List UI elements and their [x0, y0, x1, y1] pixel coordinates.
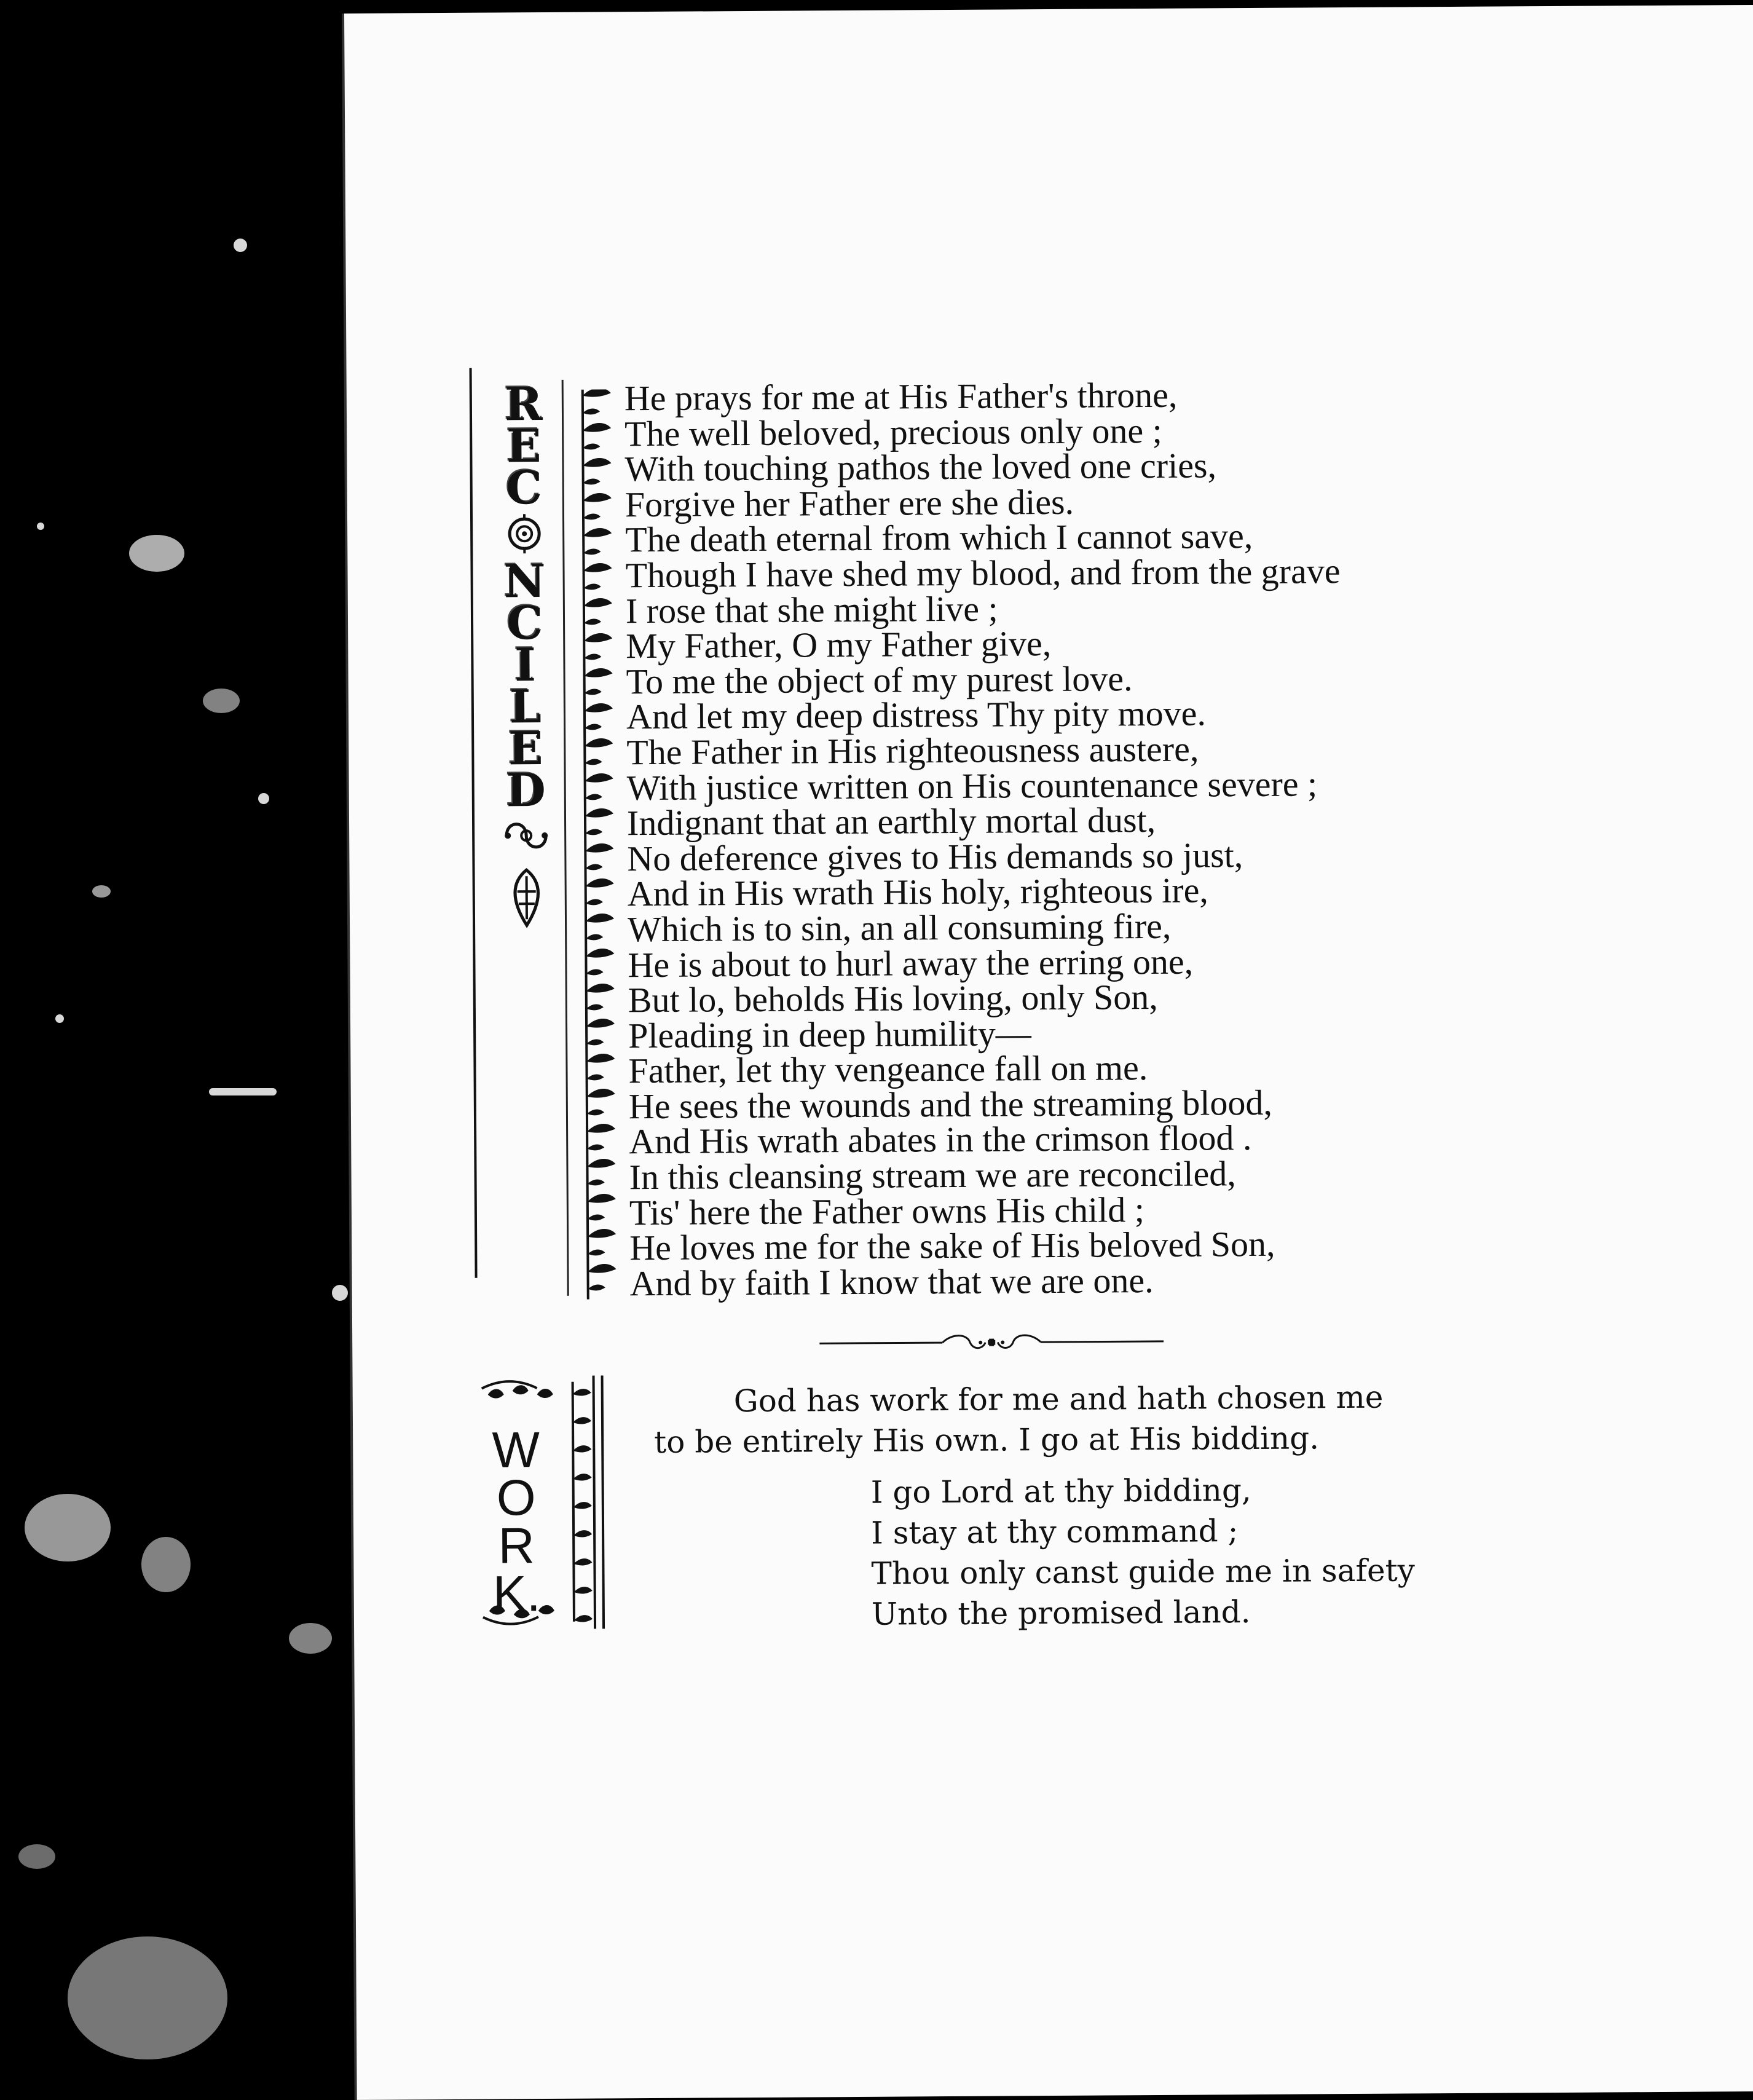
poem-line: Though I have shed my blood, and from the grave [625, 551, 1341, 596]
vine-leaf-icon [584, 618, 601, 625]
scroll-ornament-icon [502, 814, 551, 859]
work-paragraph-line: God has work for me and hath chosen me [733, 1379, 1384, 1419]
poem-line: And in His wrath His holy, righteous ire, [627, 870, 1209, 914]
inner-rule [562, 380, 569, 1296]
vine-leaf-icon [587, 1089, 615, 1098]
poem-line: He loves me for the sake of His beloved Son, [629, 1224, 1275, 1268]
poem-line: He prays for me at His Father's throne, [624, 374, 1178, 419]
poem-line: With justice written on His countenance severe ; [626, 763, 1318, 808]
work-verse [871, 1468, 1548, 1635]
poem-line: Father, let thy vengeance fall on me. [628, 1048, 1148, 1091]
vine-leaf-icon [585, 864, 602, 870]
vine-leaf-icon [585, 773, 613, 783]
leaf-icon [574, 1615, 593, 1622]
vine-border-ornament-icon [575, 389, 626, 1299]
vine-leaf-icon [586, 1039, 604, 1045]
poem-line: Pleading in deep humility— [628, 1012, 1032, 1056]
rosette-ornament-icon [506, 511, 543, 558]
flourish-divider-icon [819, 1329, 1164, 1356]
poem-line: With touching pathos the loved one cries, [624, 445, 1217, 489]
vine-leaf-icon [584, 653, 601, 660]
leaf-icon [573, 1502, 592, 1509]
vine-leaf-icon [586, 1019, 615, 1028]
vine-leaf-icon [583, 493, 612, 502]
vine-leaf-icon [583, 548, 601, 555]
vine-leaf-icon [585, 794, 602, 800]
verse-line: Unto the promised land. [871, 1594, 1251, 1632]
vine-leaf-icon [583, 389, 611, 397]
poem-line: The death eternal from which I cannot save, [625, 516, 1253, 560]
acrostic-letter: I [514, 639, 537, 692]
vine-leaf-icon [583, 423, 611, 432]
vine-leaf-icon [588, 1229, 616, 1238]
vine-leaf-icon [588, 1249, 605, 1255]
vine-leaf-icon [584, 583, 601, 590]
leaf-icon [513, 1385, 529, 1394]
vine-leaf-icon [586, 949, 614, 958]
vine-leaf-icon [586, 914, 614, 923]
vine-leaf-icon [586, 1004, 604, 1010]
vine-leaf-icon [587, 1124, 615, 1133]
vine-leaf-icon [586, 899, 603, 905]
vine-leaf-icon [588, 1194, 616, 1203]
verse-line: I stay at thy command ; [870, 1513, 1239, 1551]
poem-line: Which is to sin, an all consuming fire, [627, 906, 1172, 950]
vine-leaf-icon [587, 1159, 615, 1168]
vine-leaf-icon [583, 513, 601, 519]
poem-line: No deference gives to His demands so just, [627, 834, 1243, 878]
leaf-icon [488, 1389, 504, 1398]
work-paragraph-line: to be entirely His own. I go at His bidding. [654, 1420, 1320, 1460]
acrostic-letter: R [504, 378, 543, 432]
vine-leaf-icon [586, 934, 603, 940]
vine-leaf-icon [585, 703, 613, 712]
vine-leaf-icon [583, 528, 612, 537]
leaf-icon [574, 1587, 593, 1593]
poem-line: Indignant that an earthly mortal dust, [626, 800, 1156, 843]
acrostic-letter: L [509, 681, 542, 734]
vine-leaf-icon [586, 984, 615, 993]
leaf-icon [537, 1389, 553, 1398]
work-paragraph [654, 1376, 1515, 1462]
vine-leaf-icon [588, 1284, 605, 1290]
leaf-icon [573, 1558, 592, 1565]
poem-line: He is about to hurl away the erring one, [628, 941, 1194, 985]
acrostic-letter: D [506, 764, 546, 818]
vine-leaf-icon [586, 1054, 615, 1063]
poem-line: The well beloved, precious only one ; [624, 410, 1162, 454]
work-title-letter: K. [492, 1566, 541, 1622]
poem-line: But lo, beholds His loving, only Son, [628, 977, 1159, 1020]
vine-leaf-icon [584, 598, 612, 607]
acrostic-letter: E [506, 420, 542, 473]
left-rule [470, 368, 478, 1278]
vine-leaf-icon [585, 738, 613, 748]
vine-leaf-icon [586, 878, 614, 888]
poem-line: Forgive her Father ere she dies. [624, 481, 1074, 525]
vine-leaf-icon [588, 1179, 605, 1185]
acrostic-letter: C [506, 597, 543, 650]
work-title-letter: R [498, 1518, 535, 1574]
vine-leaf-icon [585, 829, 602, 835]
poem-line: In this cleansing stream we are reconciled, [629, 1153, 1236, 1198]
leaf-icon [573, 1530, 592, 1537]
vine-leaf-icon [588, 1214, 605, 1220]
vine-leaf-icon [583, 458, 611, 467]
vine-leaf-icon [588, 1264, 616, 1273]
vine-leaf-icon [587, 1074, 604, 1080]
vine-leaf-icon [585, 843, 613, 853]
poem-line: To me the object of my purest love. [626, 658, 1133, 701]
leaf-icon [573, 1417, 591, 1424]
reconciled-poem [624, 374, 1552, 1304]
book-page [344, 5, 1753, 2100]
verse-line: Thou only canst guide me in safety [871, 1552, 1416, 1592]
leaf-icon [573, 1445, 591, 1452]
poem-line: The Father in His righteousness austere, [626, 728, 1199, 773]
reconciled-acrostic-title [494, 378, 556, 931]
vine-leaf-icon [583, 443, 600, 449]
poem-line: He sees the wounds and the streaming blood, [628, 1082, 1273, 1127]
vine-leaf-icon [585, 759, 602, 765]
vine-leaf-icon [585, 724, 602, 730]
poem-line: Tis' here the Father owns His child ; [629, 1189, 1145, 1233]
poem-line: My Father, O my Father give, [626, 623, 1052, 666]
vine-leaf-icon [585, 668, 613, 677]
poem-line: I rose that she might live ; [625, 588, 998, 631]
work-title-letter: O [496, 1470, 536, 1526]
poem-line: And His wrath abates in the crimson flood . [629, 1118, 1252, 1162]
work-title [476, 1422, 557, 1622]
acrostic-letter: C [506, 462, 543, 515]
acrostic-letter: N [503, 555, 546, 609]
vine-leaf-icon [586, 969, 604, 975]
poem-line: And by faith I know that we are one. [629, 1260, 1154, 1304]
vine-leaf-icon [587, 1109, 604, 1115]
vine-leaf-icon [584, 633, 612, 642]
poem-line: And let my deep distress Thy pity move. [626, 693, 1207, 737]
vine-leaf-icon [587, 1144, 604, 1150]
verse-line: I go Lord at thy bidding, [870, 1472, 1251, 1510]
leaf-icon [573, 1389, 591, 1395]
leaf-finial-icon [505, 867, 548, 931]
leaf-icon [573, 1474, 592, 1480]
vine-leaf-icon [583, 563, 612, 572]
acrostic-letter: E [508, 722, 543, 776]
work-title-letter: W [492, 1422, 540, 1478]
vine-leaf-icon [585, 689, 602, 695]
vine-leaf-icon [583, 478, 601, 484]
vine-leaf-icon [583, 408, 600, 414]
vine-leaf-icon [585, 808, 613, 818]
